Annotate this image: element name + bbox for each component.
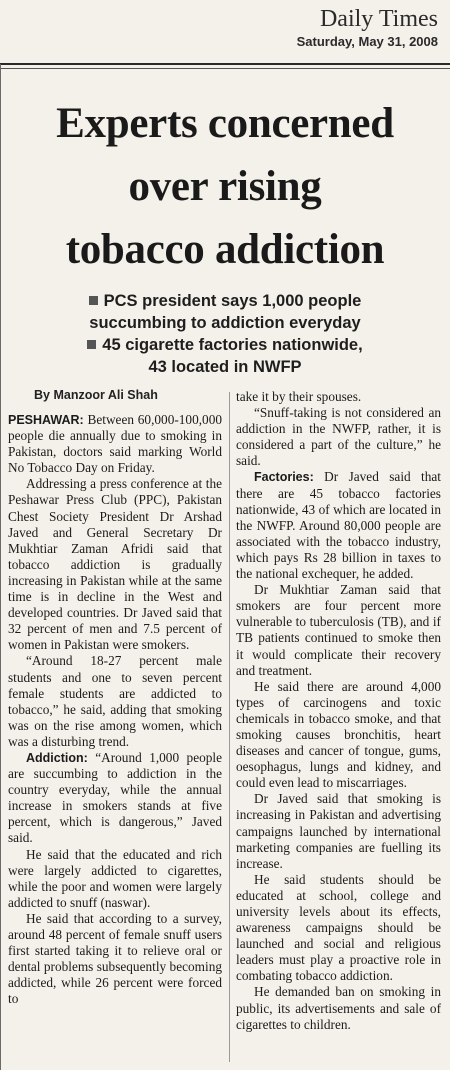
article-paragraph xyxy=(236,405,441,469)
headline-line: Experts concerned xyxy=(56,100,394,147)
paragraph-text: “Snuff-taking is not considered an addiction in the NWFP, rather, it is considered a part of the culture,” he said. xyxy=(236,405,441,469)
article-column-right xyxy=(236,389,441,1033)
article-column-left xyxy=(8,412,222,1007)
article-paragraph xyxy=(8,653,222,750)
subhead-2 xyxy=(20,334,430,356)
paragraph-text: “Around 18-27 percent male students and one to seven percent female students are addicted to tobacco,” he said, adding that smoking was on the rise among women, which was a disturbing trend. xyxy=(8,653,222,749)
paragraph-text: “Around 1,000 people are succumbing to addiction in the country everyday, while the annual increase in smokers stands at five percent, which is dangerous,” Javed said. xyxy=(8,749,222,846)
article-paragraph xyxy=(236,679,441,792)
paragraph-text: He demanded ban on smoking in public, its advertisements and sale of cigarettes to children. xyxy=(236,984,441,1032)
subheadlines xyxy=(20,290,430,378)
paragraph-text: Dr Javed said that smoking is increasing in Pakistan and advertising campaigns launched by international marketing companies are fuelling its increase. xyxy=(236,791,441,871)
masthead-rule xyxy=(0,63,450,65)
subhead-text: 43 located in NWFP xyxy=(148,358,302,376)
article-paragraph xyxy=(236,582,441,679)
paragraph-text: Dr Javed said that there are 45 tobacco factories nationwide, 43 of which are located in the NWFP. Around 80,000 people are associated with the tobacco industry, which pays Rs 28 billion in taxes to the national exchequer, he added. xyxy=(236,469,441,582)
headline xyxy=(6,92,444,281)
square-bullet-icon xyxy=(89,296,98,305)
paragraph-text: He said there are around 4,000 types of carcinogens and toxic chemicals in tobacco smoke, and that smoking causes bronchitis, heart diseases and cancer of tongue, gums, oesophagus, lungs and kidney, and could even lead to miscarriages. xyxy=(236,678,441,791)
paragraph-lead: Addiction: xyxy=(26,750,88,765)
square-bullet-icon xyxy=(87,340,96,349)
subhead-text: 45 cigarette factories nationwide, xyxy=(102,336,363,354)
paragraph-lead: Factories: xyxy=(254,470,314,485)
paragraph-text: He said that according to a survey, around 48 percent of female snuff users first started taking it to relieve oral or dental problems subsequently becoming addicted, while 26 percent were forced to xyxy=(8,910,222,1007)
article-paragraph xyxy=(236,984,441,1032)
byline: By Manzoor Ali Shah xyxy=(34,388,158,402)
article-paragraph xyxy=(8,847,222,911)
article-paragraph xyxy=(8,412,222,476)
subhead-text: succumbing to addiction everyday xyxy=(89,314,361,332)
article-paragraph xyxy=(236,791,441,871)
paragraph-text: He said students should be educated at school, college and university levels about its effects, awareness campaigns should be launched and social and religious leaders must play a proactive role in combating tobacco addiction. xyxy=(236,871,441,984)
paragraph-lead: PESHAWAR: xyxy=(8,413,84,427)
subhead-1 xyxy=(20,290,430,312)
clipping-edge xyxy=(0,64,1,1070)
article-paragraph xyxy=(8,750,222,847)
subhead-text: PCS president says 1,000 people xyxy=(103,292,362,310)
article-paragraph xyxy=(8,911,222,1008)
article-paragraph xyxy=(236,389,441,405)
paragraph-text: take it by their spouses. xyxy=(236,389,362,404)
masthead-rule-thin xyxy=(0,68,450,69)
article-paragraph xyxy=(8,476,222,653)
masthead xyxy=(297,4,438,50)
publication-date: Saturday, May 31, 2008 xyxy=(296,34,438,49)
paragraph-text: He said that the educated and rich were largely addicted to cigarettes, while the poor and women were largely addicted to snuff (naswar). xyxy=(8,846,222,910)
paragraph-text: Dr Mukhtiar Zaman said that smokers are four percent more vulnerable to tuberculosis (TB), and if TB patients continued to smoke then it would complicate their recovery and treatment. xyxy=(236,582,441,678)
paper-name: Daily Times xyxy=(319,6,438,32)
paragraph-text: Between 60,000-100,000 people die annually due to smoking in Pakistan, doctors said marking World No Tobacco Day on Friday. xyxy=(8,412,222,476)
paragraph-text: Addressing a press conference at the Peshawar Press Club (PPC), Pakistan Chest Society President Dr Arshad Javed and General Secretary Dr Mukhtiar Zaman Afridi said that tobacco addiction is gradually increasing in Pakistan while at the same time is in decline in the West and developed countries. Dr Javed said that 32 percent of men and 7.5 percent of women in Pakistan were smokers. xyxy=(8,476,222,653)
column-divider xyxy=(229,392,230,1062)
article-paragraph xyxy=(236,872,441,985)
headline-line: over rising xyxy=(128,163,322,210)
headline-line: tobacco addiction xyxy=(65,226,385,273)
article-paragraph xyxy=(236,469,441,582)
